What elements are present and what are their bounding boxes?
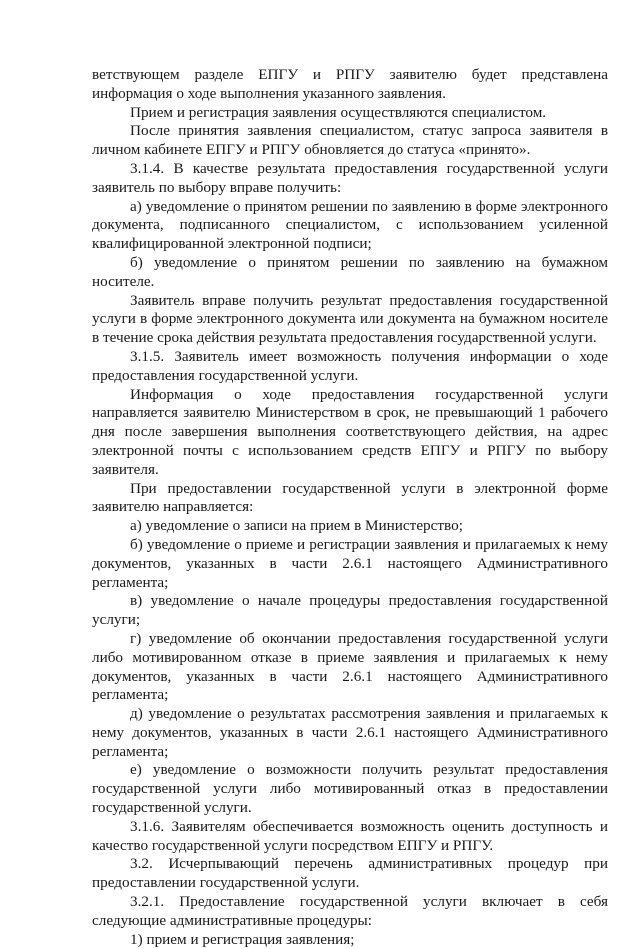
list-item-e-results: д) уведомление о результатах рассмотрения заявления и прилагаемых к нему документов, указанных в части 2.6.1 настоящего Административного регламента;	[92, 705, 608, 760]
list-item-c-start: в) уведомление о начале процедуры предоставления государственной услуги;	[92, 592, 608, 629]
list-item-a-appointment: а) уведомление о записи на прием в Министерство;	[130, 517, 463, 535]
list-item-f-possibility: е) уведомление о возможности получить результат предоставления государственной услуги либо мотивированный отказ в предоставлении государственной услуги.	[92, 761, 608, 817]
paragraph-3-1-6: 3.1.6. Заявителям обеспечивается возможность оценить доступность и качество государственной услуги посредством ЕПГУ и РПГУ.	[92, 817, 608, 854]
list-item-b-paper: б) уведомление о принятом решении по заявлению на бумажном носителе.	[92, 253, 608, 290]
paragraph-3-1-4: 3.1.4. В качестве результата предоставления государственной услуги заявитель по выбору вправе получить:	[92, 159, 608, 196]
paragraph-3-1-5: 3.1.5. Заявитель имеет возможность получения информации о ходе предоставления государственной услуги.	[92, 347, 608, 384]
paragraph-continuation: ветствующем разделе ЕПГУ и РПГУ заявителю будет представлена информация о ходе выполнения указанного заявления.	[92, 66, 608, 102]
list-item-b-registration: б) уведомление о приеме и регистрации заявления и прилагаемых к нему документов, указанных в части 2.6.1 настоящего Административного регламента;	[92, 535, 608, 591]
document-body	[92, 66, 608, 949]
list-item-d-end: г) уведомление об окончании предоставления государственной услуги либо мотивированном отказе в приеме заявления и прилагаемых к нему документов, указанных в части 2.6.1 настоящего Административного регламента;	[92, 629, 608, 704]
list-item-1-reception: 1) прием и регистрация заявления;	[130, 930, 355, 948]
paragraph-3-2: 3.2. Исчерпывающий перечень административных процедур при предоставлении государственной услуги.	[92, 855, 608, 892]
paragraph-status-accepted: После принятия заявления специалистом, статус запроса заявителя в личном кабинете ЕПГУ и РПГУ обновляется до статуса «принято».	[92, 122, 608, 159]
paragraph-progress-info: Информация о ходе предоставления государственной услуги направляется заявителю Министерством в срок, не превышающий 1 рабочего дня после завершения выполнения соответствующего действия, на адрес электронной почты с использованием средств ЕПГУ и РПГУ по выбору заявителя.	[92, 385, 608, 478]
list-item-a-electronic: а) уведомление о принятом решении по заявлению в форме электронного документа, подписанного специалистом, с использованием усиленной квалифицированной электронной подписи;	[92, 197, 608, 253]
paragraph-3-2-1: 3.2.1. Предоставление государственной услуги включает в себя следующие административные процедуры:	[92, 893, 608, 929]
paragraph-registration-by-specialist: Прием и регистрация заявления осуществляются специалистом.	[130, 103, 547, 121]
paragraph-electronic-notifications: При предоставлении государственной услуги в электронной форме заявителю направляется:	[92, 479, 608, 516]
paragraph-result-form: Заявитель вправе получить результат предоставления государственной услуги в форме электронного документа или документа на бумажном носителе в течение срока действия результата предоставления государственной услуги.	[92, 291, 608, 347]
